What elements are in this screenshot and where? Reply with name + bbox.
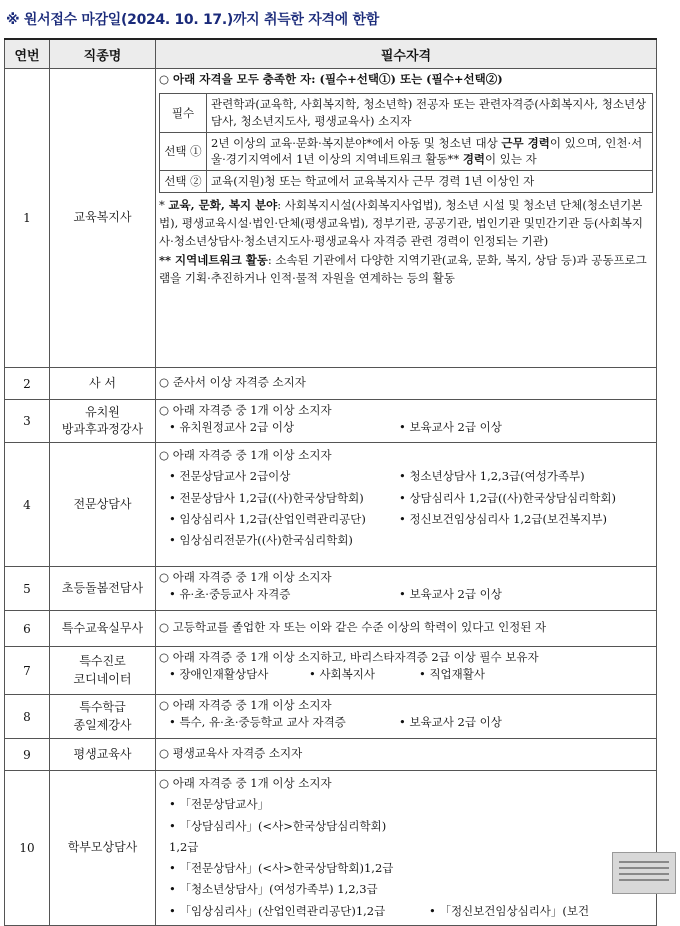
table-row [5,69,657,368]
list-item: • 특수, 유·초·중등학교 교사 자격증 [169,715,346,730]
requirement-lead: ○ 아래 자격증 중 1개 이상 소지자 [159,403,332,417]
table-row [5,443,657,567]
header-req: 필수자격 [156,39,657,69]
row-req [156,611,657,647]
header-job: 직종명 [50,39,156,69]
requirement-lead: ○ 아래 자격증 중 1개 이상 소지자 [159,698,332,712]
row-req [156,739,657,771]
row-req [156,567,657,611]
list-item: • 직업재활사 [419,667,485,682]
row-no: 8 [5,695,50,739]
requirement-lead: ○ 고등학교를 졸업한 자 또는 이와 같은 수준 이상의 학력이 있다고 인정된 자 [159,620,547,635]
row-job: 유치원 방과후과정강사 [50,400,156,443]
qualification-table [4,38,657,926]
row-no: 5 [5,567,50,611]
requirement-lead: ○ 아래 자격증 중 1개 이상 소지자 [159,448,332,462]
requirement-lead: ○ 아래 자격증 중 1개 이상 소지하고, 바리스타자격증 2급 이상 필수 보유자 [159,650,539,664]
table-row [5,368,657,400]
table-row [5,695,657,739]
row-no: 4 [5,443,50,567]
notice-text: ※ 원서접수 마감일(2024. 10. 17.)까지 취득한 자격에 한함 [6,12,379,28]
table-row [5,739,657,771]
row-job: 평생교육사 [50,739,156,771]
option2-label: 선택 ② [160,170,207,192]
row-req [156,443,657,567]
required-label: 필수 [160,94,207,132]
requirement-lead: ○ 아래 자격증 중 1개 이상 소지자 [159,776,332,790]
table-row [5,647,657,695]
required-text: 관련학과(교육학, 사회복지학, 청소년학) 전공자 또는 관련자격증(사회복지사, 청소년상담사, 청소년지도사, 평생교육사) 소지자 [207,94,653,132]
list-item: • 「전문상담교사」 [169,797,270,812]
list-item: • 청소년상담사 1,2,3급(여성가족부) [399,469,585,484]
list-item: • 장애인재활상담사 [169,667,269,682]
table-header-row [5,39,657,69]
header-no: 연번 [5,39,50,69]
list-item: • 임상심리사 1,2급(산업인력관리공단) [169,511,366,526]
row-no: 7 [5,647,50,695]
row-req [156,695,657,739]
option2-text: 교육(지원)청 또는 학교에서 교육복지사 근무 경력 1년 이상인 자 [207,170,653,192]
row-job: 학부모상담사 [50,771,156,926]
row-job: 초등돌봄전담사 [50,567,156,611]
list-item: • 「전문상담사」(<사>한국상담학회)1,2급 [169,861,394,876]
option1-text: 2년 이상의 교육·문화·복지분야*에서 아동 및 청소년 대상 근무 경력이 있으며, 인천·서울·경기지역에서 1년 이상의 지역네트워크 활동** 경력이 있는 자 [207,132,653,170]
list-item: • 사회복지사 [309,667,375,682]
list-item: • 임상심리전문가((사)한국심리학회) [169,533,353,548]
list-item: • 「정신보건임상심리사」(보건 [429,903,590,918]
row-job: 특수진로 코디네이터 [50,647,156,695]
list-item: • 「임상심리사」(산업인력관리공단)1,2급 [169,903,386,918]
list-item: • 상담심리사 1,2급((사)한국상담심리학회) [399,490,616,505]
requirement-lead: ○ 아래 자격을 모두 충족한 자: (필수+선택①) 또는 (필수+선택②) [159,72,503,86]
row-no: 6 [5,611,50,647]
list-item: • 유·초·중등교사 자격증 [169,587,291,602]
row-no: 9 [5,739,50,771]
row-job: 특수학급 종일제강사 [50,695,156,739]
table-row [5,771,657,926]
table-row [5,611,657,647]
row-req [156,647,657,695]
row-req [156,771,657,926]
list-item: • 「상담심리사」(<사>한국상담심리학회) 1,2급 [169,818,387,854]
row-req [156,368,657,400]
requirement-lead: ○ 준사서 이상 자격증 소지자 [159,375,306,390]
list-item: • 유치원정교사 2급 이상 [169,420,295,435]
footnote-network: ** 지역네트워크 활동: 소속된 기관에서 다양한 지역기관(교육, 문화, 복지, 상담 등)과 공동프로그램을 기획·추진하거나 인적·물적 자원을 연계하는 등의 활동 [159,252,647,286]
row-no: 3 [5,400,50,443]
row-req [156,400,657,443]
list-item: • 「청소년상담사」(여성가족부) 1,2,3급 [169,882,378,897]
table-row [5,567,657,611]
list-item: • 보육교사 2급 이상 [399,420,502,435]
list-item: • 전문상담교사 2급이상 [169,469,291,484]
list-item: • 정신보건임상심리사 1,2급(보건복지부) [399,511,607,526]
requirement-lead: ○ 아래 자격증 중 1개 이상 소지자 [159,570,332,584]
row-job: 전문상담사 [50,443,156,567]
requirement-subtable [159,93,653,192]
list-item: • 보육교사 2급 이상 [399,715,502,730]
row-job: 특수교육실무사 [50,611,156,647]
option1-label: 선택 ① [160,132,207,170]
requirement-lead: ○ 평생교육사 자격증 소지자 [159,746,303,761]
table-row [5,400,657,443]
row-job: 교육복지사 [50,69,156,368]
row-job: 사 서 [50,368,156,400]
page-thumbnail-icon[interactable] [612,852,676,894]
row-req [156,69,657,368]
footnote-fields: * 교육, 문화, 복지 분야: 사회복지시설(사회복지사업법), 청소년 시설 및 청소년 단체(청소년기본법), 평생교육시설·법인·단체(평생교육법), 정부기관, 공공기관, 법인기관 및민간기관 등(사회복지사·청소년상담사·청소년지도사·평생교육사 자격증 관련 경력이 인정되는 기관) [159,197,643,249]
row-no: 2 [5,368,50,400]
list-item: • 보육교사 2급 이상 [399,587,502,602]
list-item: • 전문상담사 1,2급((사)한국상담학회) [169,490,364,505]
row-no: 10 [5,771,50,926]
row-no: 1 [5,69,50,368]
